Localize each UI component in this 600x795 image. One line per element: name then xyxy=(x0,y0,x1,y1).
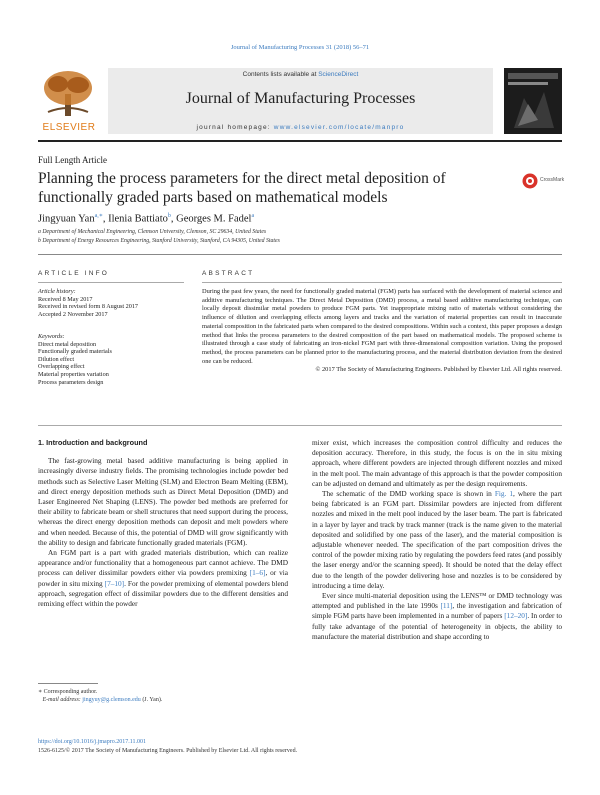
email-suffix: (J. Yan). xyxy=(140,697,163,703)
doi-link[interactable]: https://doi.org/10.1016/j.jmapro.2017.11.001 xyxy=(38,739,146,745)
author-affil-marker[interactable]: a,∗ xyxy=(94,213,103,219)
article-info-rule xyxy=(38,282,184,283)
history-revised: Received in revised form 8 August 2017 xyxy=(38,303,139,311)
affiliation-b: b Department of Energy Resources Engineering, Stanford University, Stanford, CA 94305, United States xyxy=(38,238,280,244)
journal-masthead xyxy=(38,68,562,136)
journal-cover-image xyxy=(504,68,562,134)
figure-link[interactable]: Fig. 1 xyxy=(494,489,514,499)
citation-link[interactable]: [7–10] xyxy=(104,578,125,588)
email-note xyxy=(38,697,162,703)
article-type: Full Length Article xyxy=(38,155,107,165)
elsevier-tree-logo xyxy=(38,68,100,132)
history-accepted: Accepted 2 November 2017 xyxy=(38,310,108,318)
email-label: E-mail address: xyxy=(42,697,81,703)
journal-title: Journal of Manufacturing Processes xyxy=(185,90,416,107)
journal-homepage xyxy=(108,124,493,131)
intro-paragraph-5: Ever since multi-material deposition using the LENS™ or DMD technology was attempted and published in the late 1990s [11], the investigation and fabrication of simple FGM parts have been implemented in a number of papers [12–20]. In order to fully take advantage of the potential of heterogeneity in objects, the ability to manufacture the material distribution and shape according to xyxy=(312,591,562,641)
keyword-item: Direct metal deposition xyxy=(38,340,97,348)
history-received: Received 8 May 2017 xyxy=(38,295,93,303)
keywords-label: Keywords: xyxy=(38,333,65,340)
author-list: Jingyuan Yan$^{a,∗}$, Ilenia Battiato$^b$, Georges M. Fadel$^a$ xyxy=(38,213,255,225)
contents-prefix: Contents lists available at xyxy=(242,71,317,78)
citation-link[interactable]: [1–6] xyxy=(249,568,266,578)
right-column xyxy=(312,438,562,642)
homepage-link[interactable]: www.elsevier.com/locate/manpro xyxy=(273,124,405,131)
article-info-heading: ARTICLE INFO xyxy=(38,270,110,277)
abstract-heading: ABSTRACT xyxy=(202,270,255,277)
issn-copyright: 1526-6125/© 2017 The Society of Manufacturing Engineers. Published by Elsevier Ltd. All rights reserved. xyxy=(38,748,298,754)
journal-banner xyxy=(108,68,493,134)
intro-paragraph-4: The schematic of the DMD working space is shown in Fig. 1, where the part being fabricated is an FGM part. Dissimilar powders are injected from different nozzles and mixed in the melt pool induced by the laser beam. The part is fabricated in a layer by layer and track by track manner (track is the name given to the material deposited and solidified by one pass of the laser), and the material composition is adjustable whenever needed. The specification of the part composition drives the control of the powder mixing ratio by regulating the powders feed rates (and possibly the laser energy and/or the scanning speed). It should be noted that the delay effect due to the length of the powder delivering hose and nozzles is to be considered by introducing a time delay. xyxy=(312,489,563,590)
abstract-body xyxy=(202,288,562,375)
masthead-rule xyxy=(38,140,562,142)
crossmark-icon-label: CrossMark xyxy=(540,177,565,183)
contents-available xyxy=(108,71,493,78)
intro-paragraph-1: The fast-growing metal based additive manufacturing is being applied in increasingly diverse industry fields. The promising technologies include powder bed methods such as Selective Laser Melting (SLM) and Electron Beam Melting (EBM), and direct energy deposition methods such as Direct Metal Deposition (DMD) and Laser Engineered Net Shaping (LENS). The powder bed methods are preferred for their ability to fabricate beam or shell structures that need support during the process, whereas the direct energy deposition methods can deposit and melt powders where and when needed. Because of this, the potential of DMD will grow significantly with the ability to design and fabricate functionally graded materials (FGM). xyxy=(38,456,288,547)
abstract-paragraph: During the past few years, the need for functionally graded material (FGM) parts has surfaced with the development of material science and additive manufacturing techniques. The Direct Metal Deposition (DMD) process, a metal based additive manufacturing technique, can locally deposit dissimilar metal powders to produce FGM parts. Yet inappropriate mixing ratio of materials without considering the influence of dilution and overlapping effects among layers and tracks and the variation of material properties can result in inaccurate material composition in the fabricated parts when compared to the desired compositions. Within such a context, this paper proposes a design method that links the process parameters to the desired composition of the part based on mathematical models. The proposed scheme is illustrated through a case study of fabricating an iron-nickel FGM part with three-dimensional composition variation. Using the proposed method, the process parameters can be planned prior to the manufacturing process, and the material distribution deviation from the desired one can be reduced. xyxy=(202,288,562,365)
journal-citation[interactable]: Journal of Manufacturing Processes 31 (2018) 56–71 xyxy=(230,44,370,51)
article-title: Planning the process parameters for the direct metal deposition of functionally graded parts based on mathematical models xyxy=(38,170,446,206)
abstract-divider xyxy=(38,425,562,426)
keyword-item: Functionally graded materials xyxy=(38,348,112,356)
intro-paragraph-3: mixer exist, which increases the composition control difficulty and reduces the deposition accuracy. Therefore, in this study, the focus is on the in situ mixing approach, where different powders are injected through different nozzles and mixed in the melt pool. The main advantage of this approach is that the powder composition can be adjusted on demand and ultimately as per the design requirements. xyxy=(312,438,562,488)
footnote-rule xyxy=(38,683,98,684)
author-name[interactable]: Ilenia Battiato xyxy=(108,213,168,225)
citation-link[interactable]: [12–20] xyxy=(504,611,528,621)
crossmark-badge[interactable] xyxy=(522,172,565,190)
keyword-item: Overlapping effect xyxy=(38,363,85,371)
sciencedirect-link[interactable]: ScienceDirect xyxy=(318,71,359,78)
keyword-item: Material properties variation xyxy=(38,370,109,378)
author-name[interactable]: Georges M. Fadel xyxy=(176,213,252,225)
left-column xyxy=(38,438,288,609)
section-heading: 1. Introduction and background xyxy=(38,438,148,447)
abstract-copyright: © 2017 The Society of Manufacturing Engineers. Published by Elsevier Ltd. All rights reserved. xyxy=(315,366,562,374)
keywords xyxy=(38,333,188,386)
elsevier-wordmark: ELSEVIER xyxy=(42,122,96,133)
author-affil-marker[interactable]: b xyxy=(167,213,171,219)
intro-paragraph-2: An FGM part is a part with graded materials distribution, which can realize appearance and/or functionality that a homogeneous part cannot achieve. The DMD process can deliver dissimilar powders either via powders premixing [1–6], or via powder in situ mixing [7–10]. For the powder premixing of elemental powders blend approach, segregation effect of dissimilar powders due to the different densities and remixing effect within the powder xyxy=(38,548,289,609)
keyword-item: Dilution effect xyxy=(38,355,75,363)
article-history xyxy=(38,288,188,318)
corresponding-author-note: ∗ Corresponding author. xyxy=(38,689,98,695)
history-label: Article history: xyxy=(38,288,76,295)
affiliation-a: a Department of Mechanical Engineering, Clemson University, Clemson, SC 29634, United States xyxy=(38,229,267,235)
keyword-item: Process parameters design xyxy=(38,378,104,386)
email-link[interactable]: jingyuy@g.clemson.edu xyxy=(82,697,141,703)
author-name[interactable]: Jingyuan Yan xyxy=(38,213,95,225)
citation-link[interactable]: [11] xyxy=(440,601,453,611)
abstract-rule xyxy=(202,282,562,283)
header-divider xyxy=(38,254,562,255)
homepage-prefix: journal homepage: xyxy=(196,124,271,131)
author-affil-marker[interactable]: a xyxy=(251,213,255,219)
